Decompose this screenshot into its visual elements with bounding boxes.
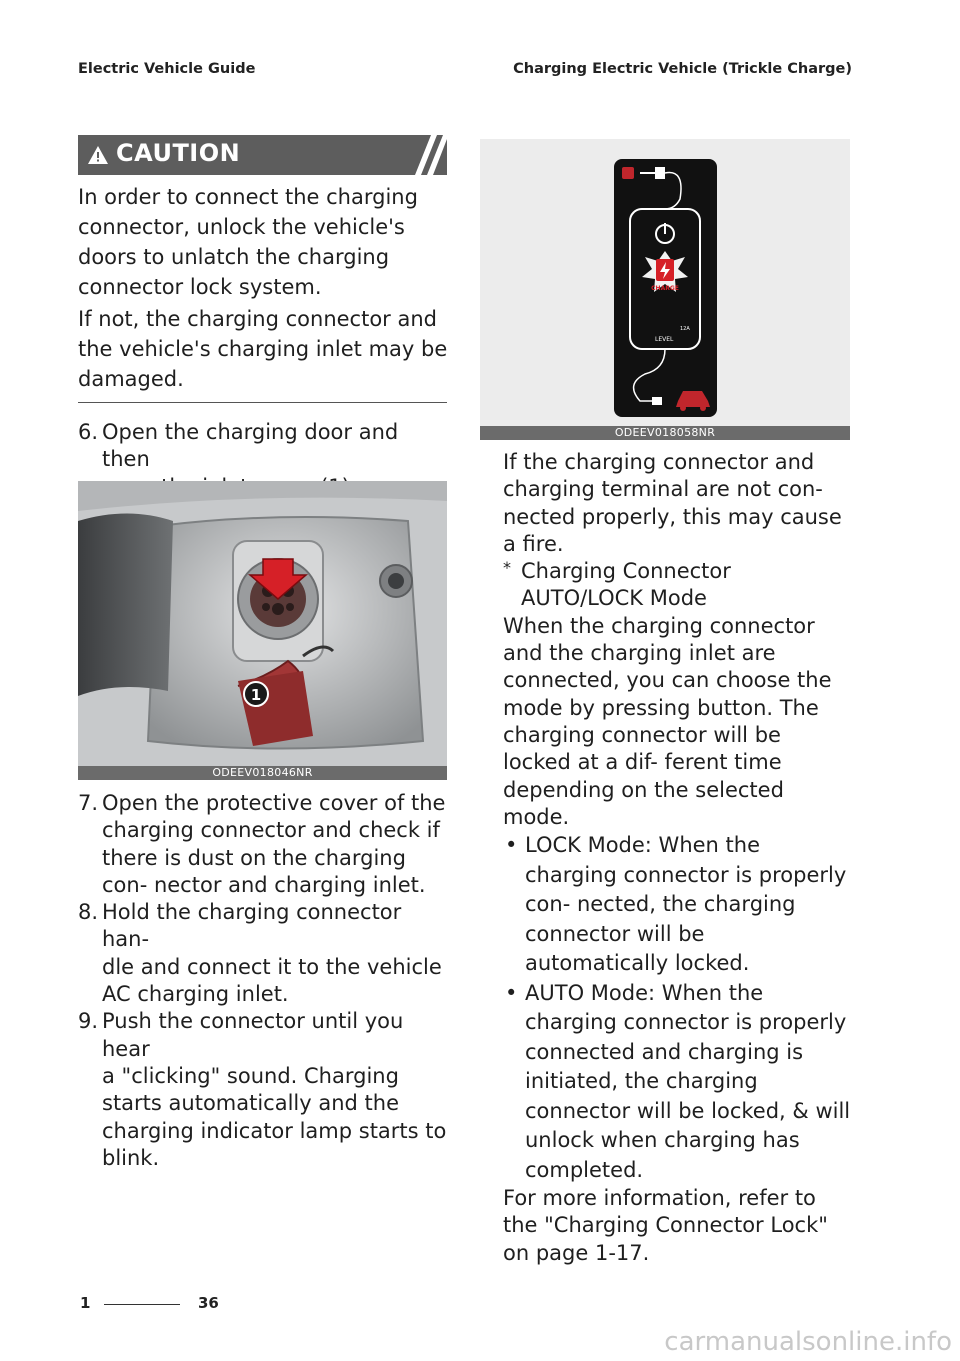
- bullet-item: [503, 979, 853, 1186]
- charger-device-illustration: [480, 139, 850, 426]
- step-number: 6.: [78, 420, 99, 444]
- step-item: [78, 899, 450, 1008]
- step-text: Hold the charging connector han-: [102, 900, 402, 952]
- chapter-number: 1: [80, 1294, 91, 1312]
- charge-label: CHARGE: [651, 285, 679, 292]
- step-item: [78, 1008, 450, 1172]
- note-asterisk: *: [503, 558, 511, 578]
- step-text: Push the connector until you hear: [102, 1009, 404, 1061]
- bullet-dot: •: [505, 980, 518, 1005]
- amps-label: 12A: [680, 326, 690, 332]
- bullet-text: LOCK Mode: When the charging connector is properly con- nected, the charging connector will be automatically locked.: [525, 833, 847, 976]
- header-guide-title: Electric Vehicle Guide: [78, 61, 256, 77]
- right-column-text: [503, 449, 853, 1267]
- step-text: dle and connect it to the vehicle AC charging inlet.: [102, 954, 442, 1007]
- step-text: a "clicking" sound. Charging starts automatically and the charging indicator lamp starts to blink.: [102, 1063, 447, 1170]
- caution-title: CAUTION: [116, 139, 241, 167]
- caution-paragraph: If not, the charging connector and the vehicle's charging inlet may be damaged.: [78, 307, 448, 391]
- step-number: 8.: [78, 900, 99, 925]
- body-paragraph: When the charging connector and the charging inlet are connected, you can choose the mode by pressing button. The charging connector will be locked at a dif- ferent time depending on the selected mode.: [503, 613, 832, 829]
- figure-caption: ODEEV018058NR: [480, 426, 850, 440]
- caution-body: [78, 182, 450, 394]
- footer-divider: [104, 1304, 180, 1305]
- bullet-text: AUTO Mode: When the charging connector is properly connected and charging is initiated, the charging connector will be locked, & will unlock when charging has completed.: [525, 980, 851, 1182]
- header-section-title: Charging Electric Vehicle (Trickle Charge): [513, 61, 852, 77]
- caution-stripes: [387, 135, 447, 175]
- bullet-item: [503, 831, 853, 979]
- steps-group-b: [78, 790, 450, 1172]
- warning-icon: [87, 145, 109, 165]
- bullet-dot: •: [505, 833, 518, 858]
- level-label: LEVEL: [655, 336, 674, 343]
- note-item: [503, 558, 853, 613]
- body-paragraph: If the charging connector and charging terminal are not con- nected properly, this may cause a fire.: [503, 450, 842, 556]
- body-paragraph: For more information, refer to the "Charging Connector Lock" on page 1-17.: [503, 1186, 828, 1265]
- step-item: [78, 790, 450, 899]
- caution-banner: [78, 135, 447, 175]
- figure-caption: ODEEV018046NR: [78, 766, 447, 780]
- step-text: Open the charging door and then: [102, 420, 399, 472]
- charging-inlet-illustration: [78, 481, 447, 766]
- caution-paragraph: In order to connect the charging connector, unlock the vehicle's doors to unlatch the charging connector lock system.: [78, 185, 418, 299]
- step-text: Open the protective cover of the: [102, 791, 446, 815]
- step-text: charging connector and check if there is dust on the charging con- nector and charging inlet.: [102, 818, 440, 897]
- caution-divider: [78, 402, 447, 403]
- charging-inlet-figure: [78, 481, 447, 780]
- plug-icon: [622, 167, 634, 179]
- watermark: carmanualsonline.info: [664, 1327, 952, 1357]
- note-text: Charging Connector AUTO/LOCK Mode: [521, 559, 731, 611]
- figure-callout-number: 1: [250, 686, 262, 704]
- page-number: 36: [198, 1294, 219, 1312]
- charger-device-figure: [480, 139, 850, 440]
- step-number: 7.: [78, 791, 99, 815]
- step-number: 9.: [78, 1009, 99, 1034]
